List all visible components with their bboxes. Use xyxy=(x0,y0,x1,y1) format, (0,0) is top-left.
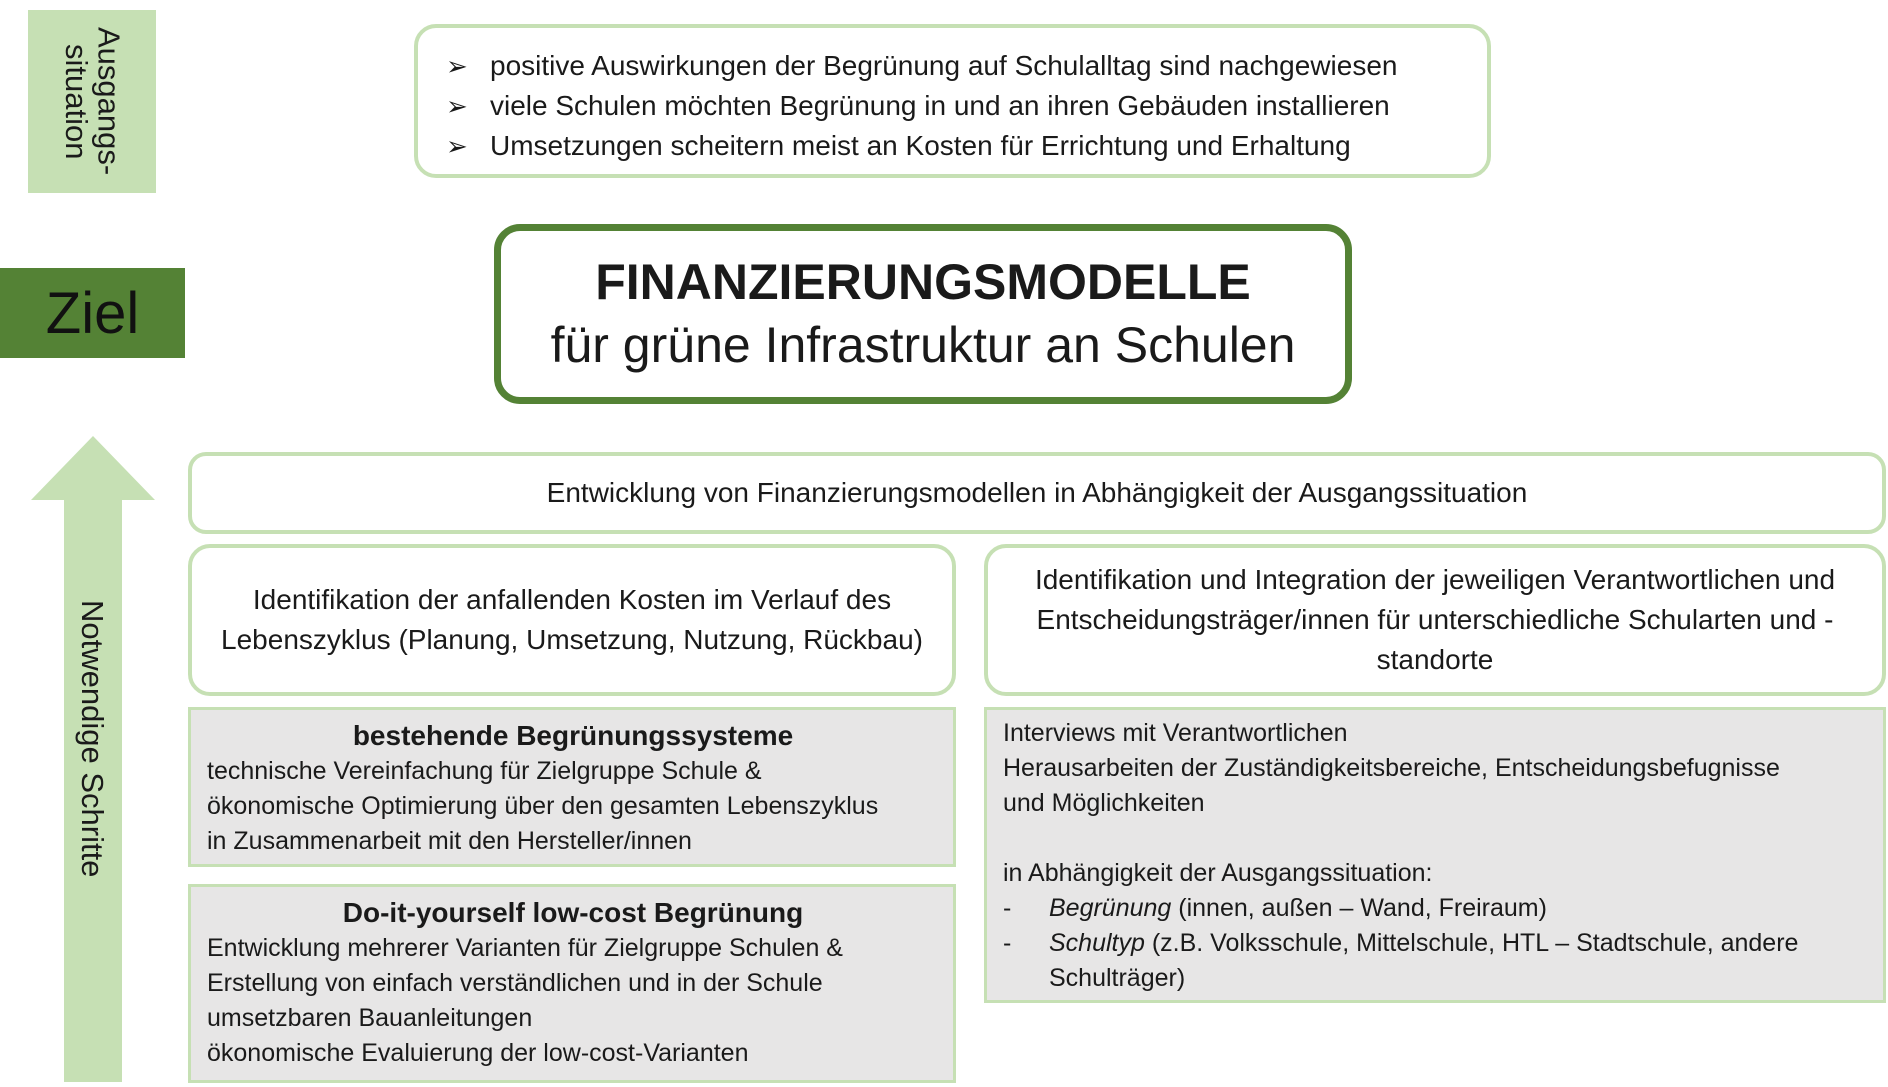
diy-line: ökonomische Evaluierung der low-cost-Varianten xyxy=(207,1039,749,1067)
interviews-line: und Möglichkeiten xyxy=(1003,789,1205,817)
goal-box xyxy=(494,224,1352,404)
situation-bullet xyxy=(446,126,1467,166)
cost-identification-text: Identifikation der anfallenden Kosten im Verlauf des Lebenszyklus (Planung, Umsetzung, Nutzung, Rückbau) xyxy=(221,584,923,655)
situation-box xyxy=(414,24,1491,178)
arrow-bullet-icon: ➢ xyxy=(446,51,468,81)
interviews-item-term: Schultyp xyxy=(1049,929,1145,957)
situation-bullet-text: viele Schulen möchten Begrünung in und an ihren Gebäuden installieren xyxy=(490,90,1390,121)
arrow-bullet-icon: ➢ xyxy=(446,131,468,161)
existing-systems-line: ökonomische Optimierung über den gesamten Lebenszyklus xyxy=(207,792,879,820)
diy-line: Entwicklung mehrerer Varianten für Zielgruppe Schulen & xyxy=(207,934,843,962)
arrow-bullet-icon: ➢ xyxy=(446,91,468,121)
ausgangssituation-text: Ausgangs- situation xyxy=(59,27,127,176)
interviews-item-term: Begrünung xyxy=(1049,894,1172,922)
ziel-text: Ziel xyxy=(45,280,140,346)
situation-bullet-text: positive Auswirkungen der Begrünung auf Schulalltag sind nachgewiesen xyxy=(490,50,1398,81)
interviews-item-text xyxy=(1049,926,1859,996)
interviews-item-text xyxy=(1049,891,1547,926)
diy-line: Erstellung von einfach verständlichen und in der Schule xyxy=(207,969,823,997)
ziel-label xyxy=(0,268,185,358)
goal-title: FINANZIERUNGSMODELLE xyxy=(595,254,1251,310)
existing-systems-line: technische Vereinfachung für Zielgruppe Schule & xyxy=(207,757,762,785)
diy-box xyxy=(188,884,956,1083)
existing-systems-title: bestehende Begrünungssysteme xyxy=(352,720,794,751)
development-text: Entwicklung von Finanzierungsmodellen in Abhängigkeit der Ausgangssituation xyxy=(546,477,1528,508)
notwendige-schritte-label xyxy=(62,600,122,940)
cost-identification-box xyxy=(188,544,956,696)
notwendige-schritte-text: Notwendige Schritte xyxy=(75,600,110,878)
existing-systems-line: in Zusammenarbeit mit den Hersteller/innen xyxy=(207,827,692,855)
interviews-item-rest: (z.B. Volksschule, Mittelschule, HTL – Stadtschule, andere Schulträger) xyxy=(1049,929,1799,992)
interviews-line: Herausarbeiten der Zuständigkeitsbereiche, Entscheidungsbefugnisse xyxy=(1003,754,1780,782)
interviews-box xyxy=(984,707,1886,1003)
situation-bullet-list xyxy=(446,46,1467,166)
interviews-item xyxy=(1003,891,1859,926)
interviews-item xyxy=(1003,926,1859,996)
ausgangssituation-label xyxy=(28,10,156,193)
dash-bullet: - xyxy=(1003,929,1012,957)
situation-bullet-text: Umsetzungen scheitern meist an Kosten für Errichtung und Erhaltung xyxy=(490,130,1351,161)
interviews-line: Interviews mit Verantwortlichen xyxy=(1003,719,1348,747)
goal-subtitle: für grüne Infrastruktur an Schulen xyxy=(550,317,1296,373)
responsibles-identification-text: Identifikation und Integration der jeweiligen Verantwortlichen und Entscheidungsträger/innen für unterschiedliche Schularten und -standorte xyxy=(1034,564,1836,675)
development-box xyxy=(188,452,1886,534)
diy-line: umsetzbaren Bauanleitungen xyxy=(207,1004,533,1032)
responsibles-identification-box xyxy=(984,544,1886,696)
diy-title: Do-it-yourself low-cost Begrünung xyxy=(342,897,804,928)
situation-bullet xyxy=(446,86,1467,126)
interviews-item-rest: (innen, außen – Wand, Freiraum) xyxy=(1171,894,1547,922)
interviews-depends: in Abhängigkeit der Ausgangssituation: xyxy=(1003,859,1433,887)
dash-bullet: - xyxy=(1003,894,1012,922)
existing-systems-box xyxy=(188,707,956,867)
situation-bullet xyxy=(446,46,1467,86)
